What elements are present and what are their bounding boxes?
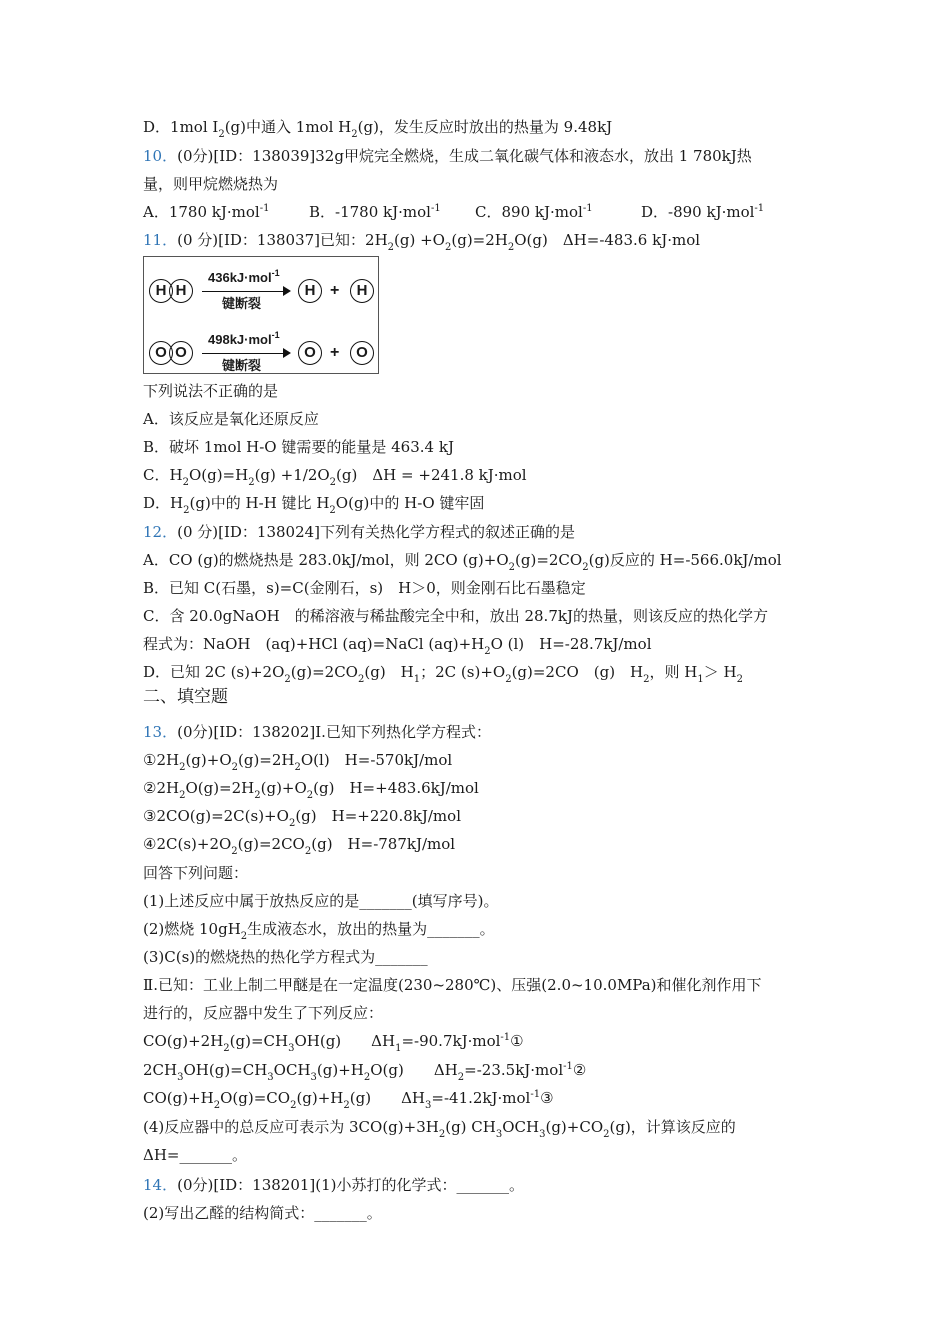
arrow-icon (202, 291, 289, 292)
q14-sub2: (2)写出乙醛的结构简式：_______。 (143, 1204, 382, 1222)
o-atom-left: O (149, 341, 173, 365)
q11-option-d: D．$H_2(g)$中的 H-H 键比 $H_2O(g)$中的 H-O 键牢固 (143, 494, 485, 516)
o-bond-energy: 498kJ·mol$^{-1}$ (208, 330, 280, 347)
q13-stem: 13．(0分)[ID：138202]Ⅰ.已知下列热化学方程式： (143, 723, 491, 741)
q10-option-a: A．1780 kJ·mol$^{-1}$ (143, 203, 270, 221)
q12-option-c-line1: C．含 20.0gNaOH 的稀溶液与稀盐酸完全中和，放出 28.7kJ的热量，则该反应的热化学方 (143, 607, 768, 625)
q14-stem: 14．(0分)[ID：138201](1)小苏打的化学式：_______。 (143, 1176, 525, 1194)
q11-number: 11． (143, 231, 178, 249)
q10-option-c: C．890 kJ·mol$^{-1}$ (475, 203, 593, 221)
q11-option-b: B．破坏 1mol H-O 键需要的能量是 463.4 kJ (143, 438, 454, 456)
q10-option-d: D．-890 kJ·mol$^{-1}$ (641, 203, 765, 221)
h-bond-energy: 436kJ·mol$^{-1}$ (208, 268, 280, 285)
q13-number: 13． (143, 723, 178, 741)
q12-number: 12． (143, 523, 178, 541)
section-heading: 二、填空题 (143, 687, 228, 707)
q12-option-a: A．CO (g)的燃烧热是 283.0kJ/mol，则 2CO $(g)+O_2(g)=2CO_2(g)$反应的 H=-566.0kJ/mol (143, 551, 782, 573)
o-product-1: O (298, 341, 322, 365)
q13-eq3: $③2CO(g)=2C(s)+O_2(g)$ H=+220.8kJ/mol (143, 807, 461, 829)
h-product-1: H (298, 279, 322, 303)
o-product-2: O (350, 341, 374, 365)
plus-sign: + (330, 344, 340, 361)
h-atom-left: H (149, 279, 173, 303)
q11-option-a: A．该反应是氧化还原反应 (143, 410, 319, 428)
h-bond-caption: 键断裂 (222, 297, 262, 312)
q14-number: 14． (143, 1176, 178, 1194)
q10-option-b: B．-1780 kJ·mol$^{-1}$ (309, 203, 441, 221)
h-product-2: H (350, 279, 374, 303)
q13-sub4-line2: ΔH=_______。 (143, 1146, 247, 1164)
plus-sign: + (330, 282, 340, 299)
q10-stem-line1: 10．(0分)[ID：138039]32g甲烷完全燃烧，生成二氧化碳气体和液态水，放出 1 780kJ热 (143, 147, 752, 165)
q13-sub4-line1: (4)反应器中的总反应可表示为 $3CO(g)+3H_2(g)$ $CH_3OCH_3(g)+CO_2(g)$，计算该反应的 (143, 1118, 736, 1140)
q13-sub3: (3)C(s)的燃烧热的热化学方程式为_______ (143, 948, 428, 966)
q13-eq2: $②2H_2O(g)=2H_2(g)+O_2(g)$ H=+483.6kJ/mol (143, 779, 479, 801)
q12-stem: 12．(0 分)[ID：138024]下列有关热化学方程式的叙述正确的是 (143, 523, 576, 541)
q10-number: 10． (143, 147, 178, 165)
q13-eq4: $④2C(s)+2O_2(g)=2CO_2(g)$ H=-787kJ/mol (143, 835, 456, 857)
q10-stem-line2: 量，则甲烷燃烧热为 (143, 175, 279, 193)
q13-sub2: (2)燃烧 $10gH_2$生成液态水，放出的热量为_______。 (143, 920, 495, 942)
q9-option-d: D．1mol $I_2(g)$中通入 1mol $H_2(g)$，发生反应时放出的热量为 9.48kJ (143, 118, 613, 140)
q13-reaction1: $CO(g)+2H_2(g)=CH_3OH(g)$ $\Delta H_1=-90.7kJ\cdot mol^{-1}①$ (143, 1032, 524, 1054)
q13-reaction3: $CO(g)+H_2O(g)=CO_2(g)+H_2(g)$ $\Delta H_3=-41.2kJ\cdot mol^{-1}③$ (143, 1089, 554, 1111)
bond-breaking-figure (143, 256, 379, 374)
q13-reaction2: $2CH_3OH(g)=CH_3OCH_3(g)+H_2O(g)$ $\Delta H_2=-23.5kJ\cdot mol^{-1}②$ (143, 1061, 587, 1083)
q11-stem: 11．(0 分)[ID：138037]已知：$2H_2(g) +O_2(g)=2H_2O(g)$ ΔH=-483.6 kJ·mol (143, 231, 701, 253)
arrow-icon (202, 353, 289, 354)
q12-option-c-line2: 程式为：NaOH (aq)+HCl (aq)=NaCl $(aq)+H_2O$ (l) H=-28.7kJ/mol (143, 635, 652, 657)
q11-question: 下列说法不正确的是 (143, 382, 279, 400)
q13-part2-line1: Ⅱ.已知：工业上制二甲醚是在一定温度(230~280℃)、压强(2.0~10.0MPa)和催化剂作用下 (143, 976, 762, 994)
o-atom-right: O (169, 341, 193, 365)
q12-option-b: B．已知 C(石墨，s)=C(金刚石，s) H＞0，则金刚石比石墨稳定 (143, 579, 586, 597)
q12-option-d: D．已知 2C $(s)+2O_2(g)=2CO_2(g)$ $H_1$；2C $(s)+O_2(g)=2CO$ (g) $H_2$，则 $H_1> H_2$ (143, 663, 743, 685)
q13-answer-prompt: 回答下列问题： (143, 864, 249, 882)
q11-option-c: C．$H_2O(g)=H_2(g) +1/2O_2(g)$ ΔH = +241.8 kJ·mol (143, 466, 527, 488)
q13-part2-line2: 进行的，反应器中发生了下列反应： (143, 1004, 384, 1022)
q13-sub1: (1)上述反应中属于放热反应的是_______(填写序号)。 (143, 892, 499, 910)
q13-eq1: $①2H_2(g)+O_2(g)=2H_2O(l)$ H=-570kJ/mol (143, 751, 453, 773)
h-atom-right: H (169, 279, 193, 303)
o-bond-caption: 键断裂 (222, 359, 262, 374)
